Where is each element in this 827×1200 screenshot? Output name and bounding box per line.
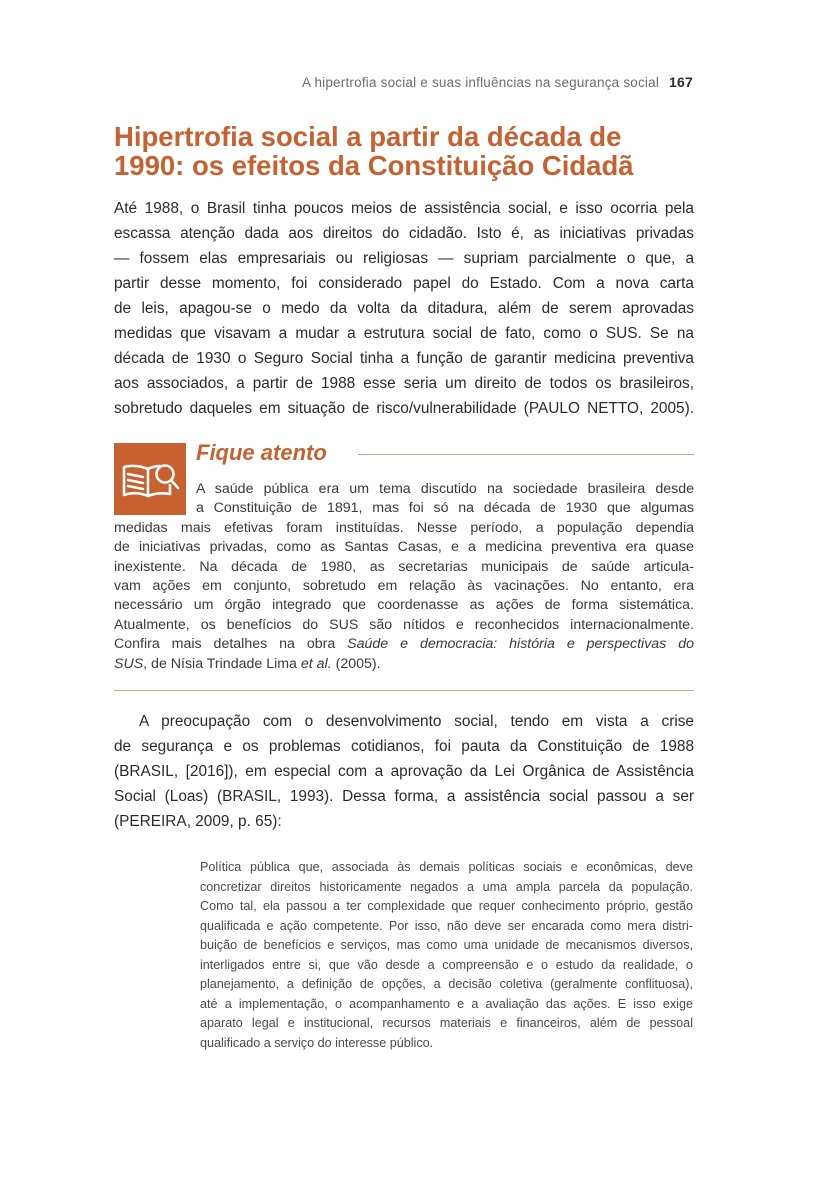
second-line: (BRASIL, [2016]), em especial com a aprovação da Lei Orgânica de Assistência [114, 763, 694, 780]
intro-line: de leis, apagou-se o medo da volta da ditadura, além de serem aprovadas [114, 300, 694, 317]
intro-line: escassa atenção dada aos direitos do cidadão. Isto é, as iniciativas privadas [114, 225, 694, 242]
section-title-line: 1990: os efeitos da Constituição Cidadã [114, 150, 634, 181]
intro-line: — fossem elas empresariais ou religiosas — supriam parcialmente o que, a [114, 250, 694, 267]
reference-title: Saúde e democracia: história e perspectivas do [347, 636, 694, 653]
callout-reference-line [114, 635, 694, 654]
section-title [114, 122, 704, 180]
callout-bottom-rule [114, 690, 694, 691]
quote-line: Como tal, ela passou a ter complexidade que requer conhecimento próprio, gestão [200, 899, 693, 913]
quote-line: Política pública que, associada às demais políticas sociais e econômicas, deve [200, 860, 693, 874]
second-line: Social (Loas) (BRASIL, 1993). Dessa forma, a assistência social passou a ser [114, 788, 694, 805]
callout-reference-line [114, 655, 694, 674]
second-line: A preocupação com o desenvolvimento social, tendo em vista a crise [139, 713, 694, 730]
callout-body [114, 480, 694, 674]
callout-line: vam ações em conjunto, sobretudo em relação às vacinações. No entanto, era [114, 578, 694, 595]
intro-line: partir desse momento, foi considerado papel do Estado. Com a nova carta [114, 275, 694, 292]
running-header [0, 74, 693, 90]
intro-line: aos associados, a partir de 1988 esse seria um direito de todos os brasileiros, [114, 375, 694, 392]
intro-paragraph [114, 196, 694, 421]
callout-line: Atualmente, os benefícios do SUS são nítidos e reconhecidos internacionalmente. [114, 616, 694, 633]
quote-line: qualificada e ação competente. Por isso, não deve ser encarada como mera distri- [200, 918, 693, 933]
callout-line: inexistente. Na década de 1980, as secretarias municipais de saúde articula- [114, 558, 694, 575]
callout-line: a Constituição de 1891, mas foi só na década de 1930 que algumas [196, 500, 694, 517]
quote-line: aparato legal e institucional, recursos materiais e financeiros, além de pessoal [200, 1016, 693, 1030]
reference-prefix: Confira mais detalhes na obra [114, 636, 348, 653]
callout-title-rule [358, 454, 694, 455]
quote-line: interligados entre si, que vão desde a compreensão e o estudo da realidade, o [200, 957, 693, 972]
callout-line: necessário um órgão integrado que coordenasse as ações de forma sistemática. [114, 597, 694, 614]
running-title: A hipertrofia social e suas influências na segurança social [302, 75, 660, 90]
intro-line: medidas que visavam a mudar a estrutura social de fato, como o SUS. Se na [114, 325, 694, 342]
intro-line: Até 1988, o Brasil tinha poucos meios de assistência social, e isso ocorria pela [114, 200, 694, 217]
block-quote [200, 858, 693, 1053]
reference-author: , de Nísia Trindade Lima [143, 655, 301, 672]
second-line: de segurança e os problemas cotidianos, foi pauta da Constituição de 1988 [114, 738, 694, 755]
second-line: (PEREIRA, 2009, p. 65): [114, 813, 282, 830]
callout-line: A saúde pública era um tema discutido na sociedade brasileira desde [196, 481, 694, 497]
intro-line: década de 1930 o Seguro Social tinha a função de garantir medicina preventiva [114, 350, 694, 367]
reference-year: (2005). [331, 655, 381, 672]
second-paragraph [114, 709, 694, 834]
quote-line: buição de benefícios e serviços, mas como uma unidade de mecanismos diversos, [200, 938, 693, 952]
callout-line: medidas mais efetivas foram instituídas. Nesse período, a população dependia [114, 519, 694, 536]
intro-line: sobretudo daqueles em situação de risco/vulnerabilidade (PAULO NETTO, 2005). [114, 400, 694, 417]
reference-etal: et al. [300, 655, 332, 672]
section-title-line: Hipertrofia social a partir da década de [114, 121, 622, 152]
page-number: 167 [669, 74, 693, 90]
callout-line: de iniciativas privadas, como as Santas Casas, e a medicina preventiva era quase [114, 539, 694, 556]
quote-line: concretizar direitos historicamente negados a uma ampla parcela da população. [200, 879, 693, 894]
reference-title-end: SUS [114, 655, 144, 672]
callout-title: Fique atento [196, 440, 327, 465]
quote-line: até a implementação, o acompanhamento e a avaliação das ações. E isso exige [200, 996, 693, 1011]
quote-line: planejamento, a definição de opções, a decisão coletiva (geralmente conflituosa), [200, 977, 693, 991]
quote-line: qualificado a serviço do interesse público. [200, 1035, 434, 1050]
